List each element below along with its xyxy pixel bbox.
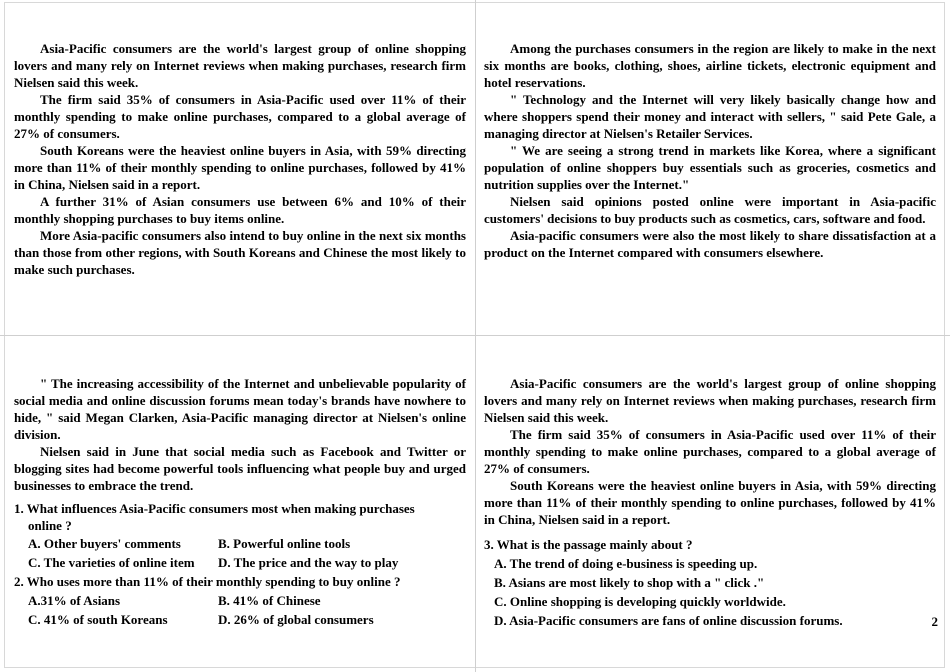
paragraph: Among the purchases consumers in the region are likely to make in the next six months are books, clothing, shoes, airline tickets, electronic equipment and hotel reservations. — [484, 41, 936, 90]
paragraph: Asia-Pacific consumers are the world's largest group of online shopping lovers and many rely on Internet reviews when making purchases, research firm Nielsen said this week. — [484, 376, 936, 425]
paragraph: A further 31% of Asian consumers use between 6% and 10% of their monthly shopping purchases to buy items online. — [14, 194, 466, 226]
paragraph: South Koreans were the heaviest online buyers in Asia, with 59% directing more than 11% of their monthly spending to online purchases, followed by 41% in China, Nielsen said in a report. — [14, 143, 466, 192]
passage-bottom-left — [14, 375, 466, 629]
paragraph: More Asia-pacific consumers also intend to buy online in the next six months than those from other regions, with South Koreans and Chinese the most likely to make such purchases. — [14, 228, 466, 277]
option-c: C. Online shopping is developing quickly worldwide. — [494, 594, 786, 609]
paragraph: Asia-pacific consumers were also the most likely to share dissatisfaction at a product on the Internet compared with consumers elsewhere. — [484, 228, 936, 260]
paragraph: South Koreans were the heaviest online buyers in Asia, with 59% directing more than 11% of their monthly spending to online purchases, followed by 41% in China, Nielsen said in a report. — [484, 478, 936, 527]
question-2-options-row1 — [14, 591, 466, 610]
question-2-options-row2 — [14, 610, 466, 629]
option-a: A.31% of Asians — [28, 593, 121, 608]
paragraph: The firm said 35% of consumers in Asia-Pacific used over 11% of their monthly spending to make online purchases, compared to a global average of 27% of consumers. — [14, 92, 466, 141]
option-d: D. 26% of global consumers — [218, 612, 374, 627]
question-1-stem-cont: online ? — [28, 518, 72, 533]
option-b: B. Asians are most likely to shop with a " click ." — [494, 575, 765, 590]
question-1-options-row1 — [14, 534, 466, 553]
paragraph: " The increasing accessibility of the Internet and unbelievable popularity of social media and online discussion forums mean today's brands have nowhere to hide, " said Megan Clarken, Asia-Pacific managing director at Nielsen's online division. — [14, 376, 466, 442]
option-a: A. The trend of doing e-business is speeding up. — [494, 556, 758, 571]
option-c: C. 41% of south Koreans — [28, 612, 168, 627]
question-1-stem: 1. What influences Asia-Pacific consumers most when making purchases — [14, 501, 415, 516]
passage-top-right — [484, 40, 936, 261]
question-1-options-row2 — [14, 553, 466, 572]
paragraph: " We are seeing a strong trend in markets like Korea, where a significant population of online shoppers buy essentials such as groceries, cosmetics and nutrition supplies over the Internet." — [484, 143, 936, 192]
paragraph: Asia-Pacific consumers are the world's largest group of online shopping lovers and many rely on Internet reviews when making purchases, research firm Nielsen said this week. — [14, 41, 466, 90]
question-1 — [14, 500, 466, 534]
question-2: 2. Who uses more than 11% of their monthly spending to buy online ? — [14, 574, 401, 589]
option-a: A. Other buyers' comments — [28, 536, 181, 551]
option-d: D. The price and the way to play — [218, 555, 399, 570]
paragraph: Nielsen said in June that social media such as Facebook and Twitter or blogging sites had become powerful tools influencing what people buy and urged businesses to embrace the trend. — [14, 444, 466, 493]
option-c: C. The varieties of online item — [28, 555, 195, 570]
paragraph: Nielsen said opinions posted online were important in Asia-pacific customers' decisions to buy products such as cosmetics, cars, software and food. — [484, 194, 936, 226]
passage-bottom-right — [484, 375, 936, 630]
option-b: B. 41% of Chinese — [218, 593, 321, 608]
question-3: 3. What is the passage mainly about ? — [484, 537, 693, 552]
option-b: B. Powerful online tools — [218, 536, 351, 551]
page-number: 2 — [931, 614, 938, 629]
passage-top-left — [14, 40, 466, 278]
paragraph: The firm said 35% of consumers in Asia-Pacific used over 11% of their monthly spending to make online purchases, compared to a global average of 27% of consumers. — [484, 427, 936, 476]
paragraph: " Technology and the Internet will very likely basically change how and where shoppers spend their money and interact with sellers, " said Pete Gale, a managing director at Nielsen's Retailer Services. — [484, 92, 936, 141]
option-d: D. Asia-Pacific consumers are fans of online discussion forums. — [494, 613, 843, 628]
